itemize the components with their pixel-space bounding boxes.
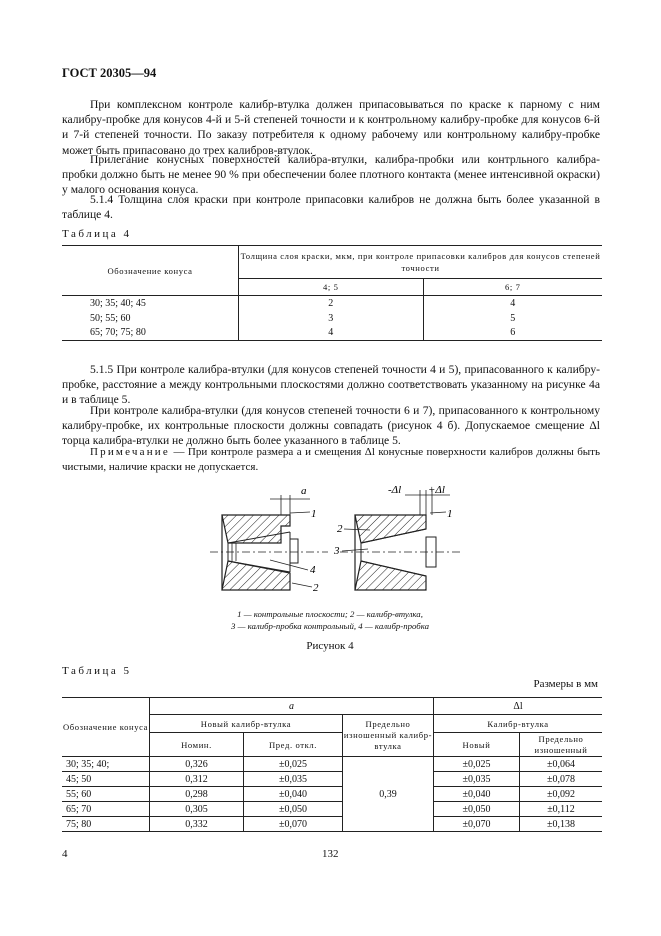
table4-cell: 65; 70; 75; 80 [62,326,239,341]
table5-a-header: a [150,698,434,715]
figure-callout-left-2: 2 [313,582,319,594]
table5-dev-header: Пред. откл. [244,733,343,757]
table4-caption: Таблица 4 [62,228,132,240]
table5-cell: ±0,092 [520,787,603,802]
table5-cell: 65; 70 [62,802,150,817]
table4-cell: 50; 55; 60 [62,311,239,326]
note-label: Примечание [90,446,170,458]
paragraph-5-1-4: 5.1.4 Толщина слоя краски при контроле припасовки калибров не должна быть более указанной в таблице 4. [62,193,600,222]
table5-cell: ±0,064 [520,757,603,772]
table5-cell: 0,326 [150,757,244,772]
table5-cell: ±0,078 [520,772,603,787]
figure-4-drawing [200,475,470,605]
table-4 [62,245,602,341]
table5-cell: ±0,138 [520,817,603,832]
table5-cell: ±0,070 [434,817,520,832]
table5-cell: 0,312 [150,772,244,787]
table5-cell: 0,305 [150,802,244,817]
table5-cell: ±0,040 [434,787,520,802]
table4-cell: 4 [239,326,424,341]
table5-cell: 0,298 [150,787,244,802]
figure-legend-line-1: 1 — контрольные плоскости; 2 — калибр-втулка, [237,609,423,619]
figure-legend [205,608,455,632]
table5-caption: Таблица 5 [62,665,132,677]
table5-cell: ±0,025 [244,757,343,772]
note [62,445,600,474]
figure-callout-left-1: 1 [311,508,317,520]
table5-cell: ±0,035 [434,772,520,787]
table4-col1-header: Обозначение конуса [62,246,239,296]
table4-cell: 5 [423,311,602,326]
figure-label-plus-dl: +Δl [428,484,445,496]
page-number-left: 4 [62,848,68,860]
figure-callout-right-1: 1 [447,508,453,520]
table5-cell: 55; 60 [62,787,150,802]
table5-units: Размеры в мм [533,678,598,690]
figure-legend-line-2: 3 — калибр-пробка контрольный, 4 — калибр-пробка [230,621,430,631]
table4-group-header: Толщина слоя краски, мкм, при контроле припасовки калибров для конусов степеней точности [239,246,603,279]
figure-4b [340,490,462,590]
table5-new-bushing-header: Новый калибр-втулка [150,715,343,733]
table5-worn-value: 0,39 [343,757,434,832]
table5-cell: ±0,112 [520,802,603,817]
figure-callout-left-4: 4 [310,564,316,576]
table5-cell: ±0,035 [244,772,343,787]
table5-cell: 45; 50 [62,772,150,787]
paragraph-contact: Прилегание конусных поверхностей калибра-втулки, калибра-пробки или контрльного калибра-пробки должно быть не менее 90 % при обеспечении более плотного контакта (менее интенсивной окраски) у малого основания конуса. [62,153,600,197]
figure-callout-right-2: 2 [337,523,343,535]
figure-label-a: a [301,485,307,497]
table4-cell: 4 [423,296,602,311]
table5-cell: ±0,050 [434,802,520,817]
figure-label-minus-dl: -Δl [388,484,402,496]
table4-cell: 30; 35; 40; 45 [62,296,239,311]
page-number-center: 132 [322,848,339,860]
table5-cell: 0,332 [150,817,244,832]
table5-dl-header: Δl [434,698,603,715]
table5-worn-header: Предельно изношенный [520,733,603,757]
figure-callout-right-3: 3 [334,545,340,557]
document-header: ГОСТ 20305—94 [62,66,157,80]
table5-col1-header: Обозначение конуса [62,698,150,757]
table4-cell: 2 [239,296,424,311]
table4-subheader-4-5: 4; 5 [239,279,424,296]
table5-nom-header: Номин. [150,733,244,757]
note-text: — При контроле размера a и смещения Δl конусные поверхности калибров должны быть чистыми, наличие краски не допускается. [62,446,601,473]
table5-cell: 75; 80 [62,817,150,832]
figure-caption: Рисунок 4 [306,640,354,652]
table5-new-header: Новый [434,733,520,757]
table5-cell: ±0,070 [244,817,343,832]
table5-worn-bushing-header: Предельно изношенный калибр-втулка [343,715,434,757]
table-5 [62,697,602,832]
table4-subheader-6-7: 6; 7 [423,279,602,296]
table4-cell: 3 [239,311,424,326]
table5-cell: 30; 35; 40; [62,757,150,772]
table5-cell: ±0,025 [434,757,520,772]
table4-cell: 6 [423,326,602,341]
table5-bushing-header: Калибр-втулка [434,715,603,733]
paragraph-6-7-control: При контроле калибра-втулки (для конусов степеней точности 6 и 7), припасованного к контрольному калибру-пробке, их контрольные плоскости должны совпадать (рисунок 4 б). Допускаемое смещение Δl торца калибра-втулки не должно быть более указанного в таблице 5. [62,404,600,448]
paragraph-5-1-5: 5.1.5 При контроле калибра-втулки (для конусов степеней точности 4 и 5), припасованного к калибру-пробке, расстояние a между контрольными плоскостями должно соответствовать указанному на рисунке 4а и в таблице 5. [62,363,600,407]
table5-cell: ±0,040 [244,787,343,802]
table5-cell: ±0,050 [244,802,343,817]
paragraph-complex-control: При комплексном контроле калибр-втулка должен припасовываться по краске к парному с ним калибру-пробке для конусов 4-й и 5-й степеней точности и к контрольному калибру-пробке для конусов 6-й и 7-й степеней точности. По заказу потребителя к одному рабочему или контрольному калибру-пробке может быть припасовано до трех калибров-втулок. [62,98,600,157]
